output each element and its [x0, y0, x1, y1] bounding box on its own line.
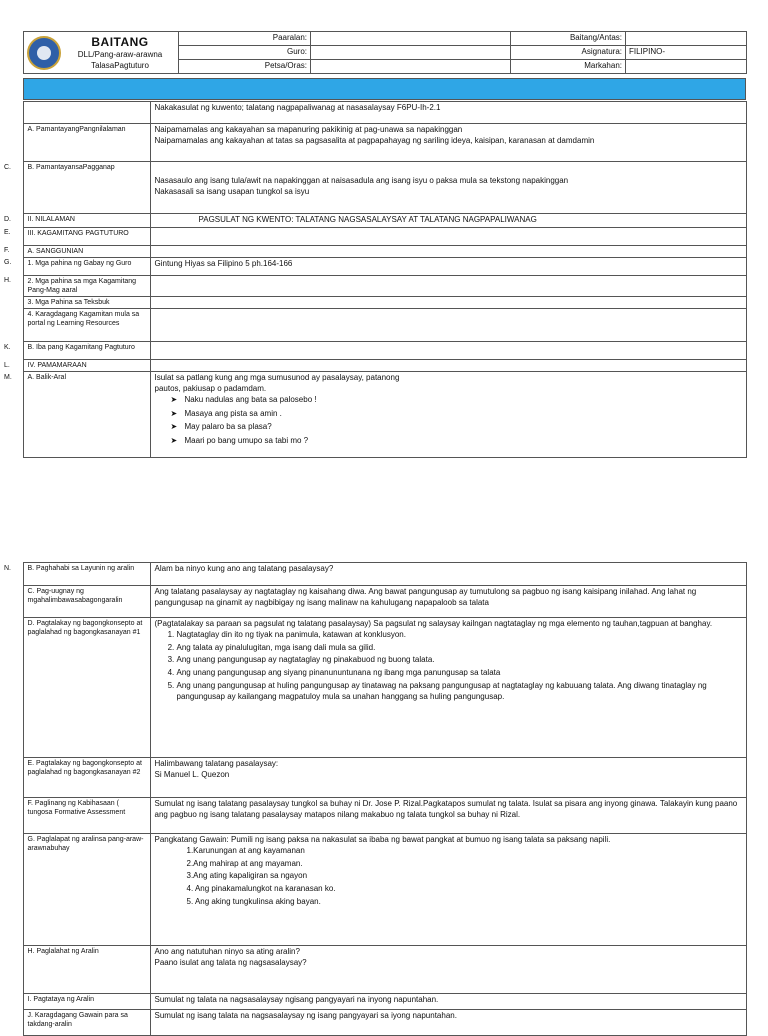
row-content-paglalapat — [150, 834, 746, 946]
list-item: 2. Ang talata ay pinalulugitan, mga isang dali mula sa gilid. — [177, 643, 742, 654]
list-item: 3.Ang ating kapaligiran sa ngayon — [186, 871, 308, 881]
header-table — [23, 31, 747, 74]
list-item: 5. Ang aking tungkulinsa aking bayan. — [186, 896, 321, 906]
row-content: Naipamamalas ang kakayahan sa mapanuring pakikinig at pag-unawa sa napakinggan Naipamamalas ang kakayahan at tatas sa pagsasalita at pagpapahayag ng sariling ideya, kaisipan, karanasan at damdamin — [150, 124, 746, 162]
row-content — [150, 245, 746, 257]
lesson-table-2 — [4, 562, 747, 1036]
row-letter — [4, 102, 23, 124]
row-content — [150, 227, 746, 245]
row-content — [150, 297, 746, 309]
list-item: 4. Ang pinakamalungkot na karanasan ko. — [186, 884, 336, 894]
field-petsa[interactable] — [311, 60, 511, 74]
list-item: 5. Ang unang pangungusap at huling pangungusap ay tinatawag na paksang pangungusap at nagtataglay ng kabuuang talata. Ang diwang tinataglay ng pangungusap ay kailangang magpatuloy mula sa unahan hanggang sa huling pangungusap. — [177, 681, 742, 703]
pagtalakay-list — [155, 630, 742, 703]
row-content-balik-aral — [150, 372, 746, 458]
row-content-paglinang: Sumulat ng isang talatang pasalaysay tungkol sa buhay ni Dr. Jose P. Rizal.Pagkatapos sumulat ng talata. Isulat sa pisara ang inyong ginawa. Talakayin kung paano ang pagbuo ng isang talatang pasalaysay matapos nilang makabuo ng talata tungkol sa buhay ni Rizal. — [150, 798, 746, 834]
row-label-paglinang: F. Paglinang ng Kabihasaan ( tungosa Formative Assessment — [23, 798, 150, 834]
table-row — [4, 162, 746, 214]
table-row — [4, 245, 746, 257]
row-content-pagtalakay-2 — [150, 758, 746, 798]
row-label-pagtalakay-1: D. Pagtalakay ng bagongkonsepto at paglalahad ng bagongkasanayan #1 — [23, 618, 150, 758]
row-content — [150, 309, 746, 342]
paglalahat-line-2: Paano isulat ang talata ng nagsasalaysay? — [154, 957, 307, 967]
row-letter: M. — [4, 373, 12, 381]
row-content: Gintung Hiyas sa Filipino 5 ph.164-166 — [150, 257, 746, 275]
row-label-pagtataya: I. Pagtataya ng Aralin — [23, 994, 150, 1010]
label-markahan: Markahan: — [511, 60, 626, 74]
lesson-table-1 — [4, 101, 747, 458]
label-baitang: Baitang/Antas: — [511, 32, 626, 46]
list-item: ➤ Masaya ang pista sa amin . — [185, 409, 742, 420]
list-item: 2.Ang mahirap at ang mayaman. — [186, 858, 303, 868]
row-label: 2. Mga pahina sa mga Kagamitang Pang-Mag aaral — [23, 275, 150, 296]
row-letter: D. — [4, 215, 11, 223]
row-label: A. PamantayangPangnilalaman — [23, 124, 150, 162]
table-row — [4, 342, 746, 360]
row-label-paglalahat: H. Paglalahat ng Aralin — [23, 946, 150, 994]
row-letter: C. — [4, 163, 11, 171]
label-asignatura: Asignatura: — [511, 46, 626, 60]
row-letter: H. — [4, 277, 11, 285]
row-content — [150, 342, 746, 360]
row-content: Nakakasulat ng kuwento; talatang nagpapaliwanag at nasasalaysay F6PU-Ih-2.1 — [150, 102, 746, 124]
table-row — [4, 214, 746, 228]
row-label-balik-aral: A. Balik-Aral — [23, 372, 150, 458]
list-item: 1.Karunungan at ang kayamanan — [186, 845, 305, 855]
field-asignatura[interactable]: FILIPINO- — [626, 46, 747, 60]
balik-aral-intro-1: Isulat sa patlang kung ang mga sumusunod ay pasalaysay, patanong — [154, 373, 400, 383]
table-row — [4, 275, 746, 296]
field-markahan[interactable] — [626, 60, 747, 74]
row-label: II. NILALAMAN — [23, 214, 150, 228]
row-letter: L. — [4, 361, 10, 369]
row-label: B. PamantayansaPagganap — [23, 162, 150, 214]
paglalapat-intro: Pangkatang Gawain: Pumili ng isang paksa na nakasulat sa ibaba ng bawat pangkat at bumuo ng isang talata sa paksang napili. — [154, 835, 611, 844]
row-label: III. KAGAMITANG PAGTUTURO — [23, 227, 150, 245]
table-row — [4, 309, 746, 342]
paglalahat-line-1: Ano ang natutuhan ninyo sa ating aralin? — [154, 947, 300, 956]
row-label: 3. Mga Pahina sa Teksbuk — [23, 297, 150, 309]
row-content-pagtalakay-1 — [150, 618, 746, 758]
row-label-paghahabi: B. Paghahabi sa Layunin ng aralin — [23, 563, 150, 586]
field-baitang[interactable] — [626, 32, 747, 46]
halimbawa-line-2: Si Manuel L. Quezon — [154, 769, 230, 779]
list-item: 4. Ang unang pangungusap ang siyang pinanununtunana ng ibang mga panungusap sa talata — [177, 668, 742, 679]
table-row — [4, 257, 746, 275]
row-content: PAGSULAT NG KWENTO: TALATANG NAGSASALAYSAY AT TALATANG NAGPAPALIWANAG — [150, 214, 746, 228]
row-label-karagdagang-gawain: J. Karagdagang Gawain para sa takdang-aralin — [23, 1010, 150, 1036]
row-content-pag-uugnay: Ang talatang pasalaysay ay nagtataglay ng kaisahang diwa. Ang bawat pangungusap ay tumutulong sa pagbuo ng isang kaisipang inilahad. Ang lahat ng pangungusap na ginamit ay nagbibigay ng isang malinaw na kahulugang napapaloob sa talata — [150, 586, 746, 618]
balik-aral-list — [155, 395, 742, 447]
list-item: ➤ Maari po bang umupo sa tabi mo ? — [185, 436, 742, 447]
table-row — [4, 360, 746, 372]
row-label: B. Iba pang Kagamitang Pagtuturo — [23, 342, 150, 360]
row-label-paglalapat: G. Paglalapat ng aralinsa pang-araw-arawnabuhay — [23, 834, 150, 946]
row-label: IV. PAMAMARAAN — [23, 360, 150, 372]
deped-seal-icon — [27, 36, 61, 70]
row-content-pagtataya: Sumulat ng talata na nagsasalaysay ngisang pangyayari na inyong napuntahan. — [150, 994, 746, 1010]
halimbawa-line-1: Halimbawang talatang pasalaysay: — [154, 759, 279, 768]
field-guro[interactable] — [311, 46, 511, 60]
row-letter: G. — [4, 259, 12, 267]
row-content — [150, 275, 746, 296]
table-row — [4, 124, 746, 162]
paglalapat-list — [155, 846, 742, 908]
label-paaralan: Paaralan: — [179, 32, 311, 46]
header-logo-cell — [24, 32, 179, 74]
label-guro: Guro: — [179, 46, 311, 60]
list-item: 3. Ang unang pangungusap ay nagtataglay ng pinakabuod ng buong talata. — [177, 655, 742, 666]
row-letter: F. — [4, 247, 10, 255]
header-title: BAITANG — [91, 34, 149, 49]
header-subtitle-1: DLL/Pang-araw-arawna — [77, 49, 163, 59]
table-row — [4, 297, 746, 309]
row-letter — [4, 297, 23, 309]
row-label: 1. Mga pahina ng Gabay ng Guro — [23, 257, 150, 275]
table-row — [4, 102, 746, 124]
row-content-karagdagang-gawain: Sumulat ng isang talata na nagsasalaysay ng isang pangyayari sa iyong napuntahan. — [150, 1010, 746, 1036]
row-letter — [4, 124, 23, 162]
balik-aral-intro-2: pautos, pakiusap o padamdam. — [154, 384, 267, 394]
row-letter: E. — [4, 229, 11, 237]
row-content-paglalahat — [150, 946, 746, 994]
section-banner — [23, 78, 746, 100]
row-letter: N. — [4, 564, 11, 572]
row-letter: K. — [4, 343, 11, 351]
row-label-pag-uugnay: C. Pag-uugnay ng mgahalimbawasabagongaralin — [23, 586, 150, 618]
row-content — [150, 360, 746, 372]
label-petsa: Petsa/Oras: — [179, 60, 311, 74]
header-subtitle-2: TalasaPagtuturo — [91, 60, 149, 70]
row-content: Nasasaulo ang isang tula/awit na napakinggan at naisasadula ang isang isyu o paksa mula sa tekstong napakinggan Nakasasali sa isang usapan tungkol sa isyu — [150, 162, 746, 214]
row-label-pagtalakay-2: E. Pagtalakay ng bagongkonsepto at paglalahad ng bagongkasanayan #2 — [23, 758, 150, 798]
list-item: 1. Nagtataglay din ito ng tiyak na panimula, katawan at konklusyon. — [177, 630, 742, 641]
row-content-paghahabi: Alam ba ninyo kung ano ang talatang pasalaysay? — [150, 563, 746, 586]
table-row — [4, 227, 746, 245]
list-item: ➤ Naku nadulas ang bata sa palosebo ! — [185, 395, 742, 406]
field-paaralan[interactable] — [311, 32, 511, 46]
row-label: A. SANGGUNIAN — [23, 245, 150, 257]
row-label — [23, 102, 150, 124]
list-item: ➤ May palaro ba sa plasa? — [185, 422, 742, 433]
pagtalakay-intro: (Pagtatalakay sa paraan sa pagsulat ng talatang pasalaysay) Sa pagsulat ng salaysay kailngan nagtataglay ng mga elemento ng tauhan,tagpuan at banghay. — [154, 619, 713, 628]
row-label: 4. Karagdagang Kagamitan mula sa portal ng Learning Resources — [23, 309, 150, 342]
row-letter — [4, 309, 23, 342]
